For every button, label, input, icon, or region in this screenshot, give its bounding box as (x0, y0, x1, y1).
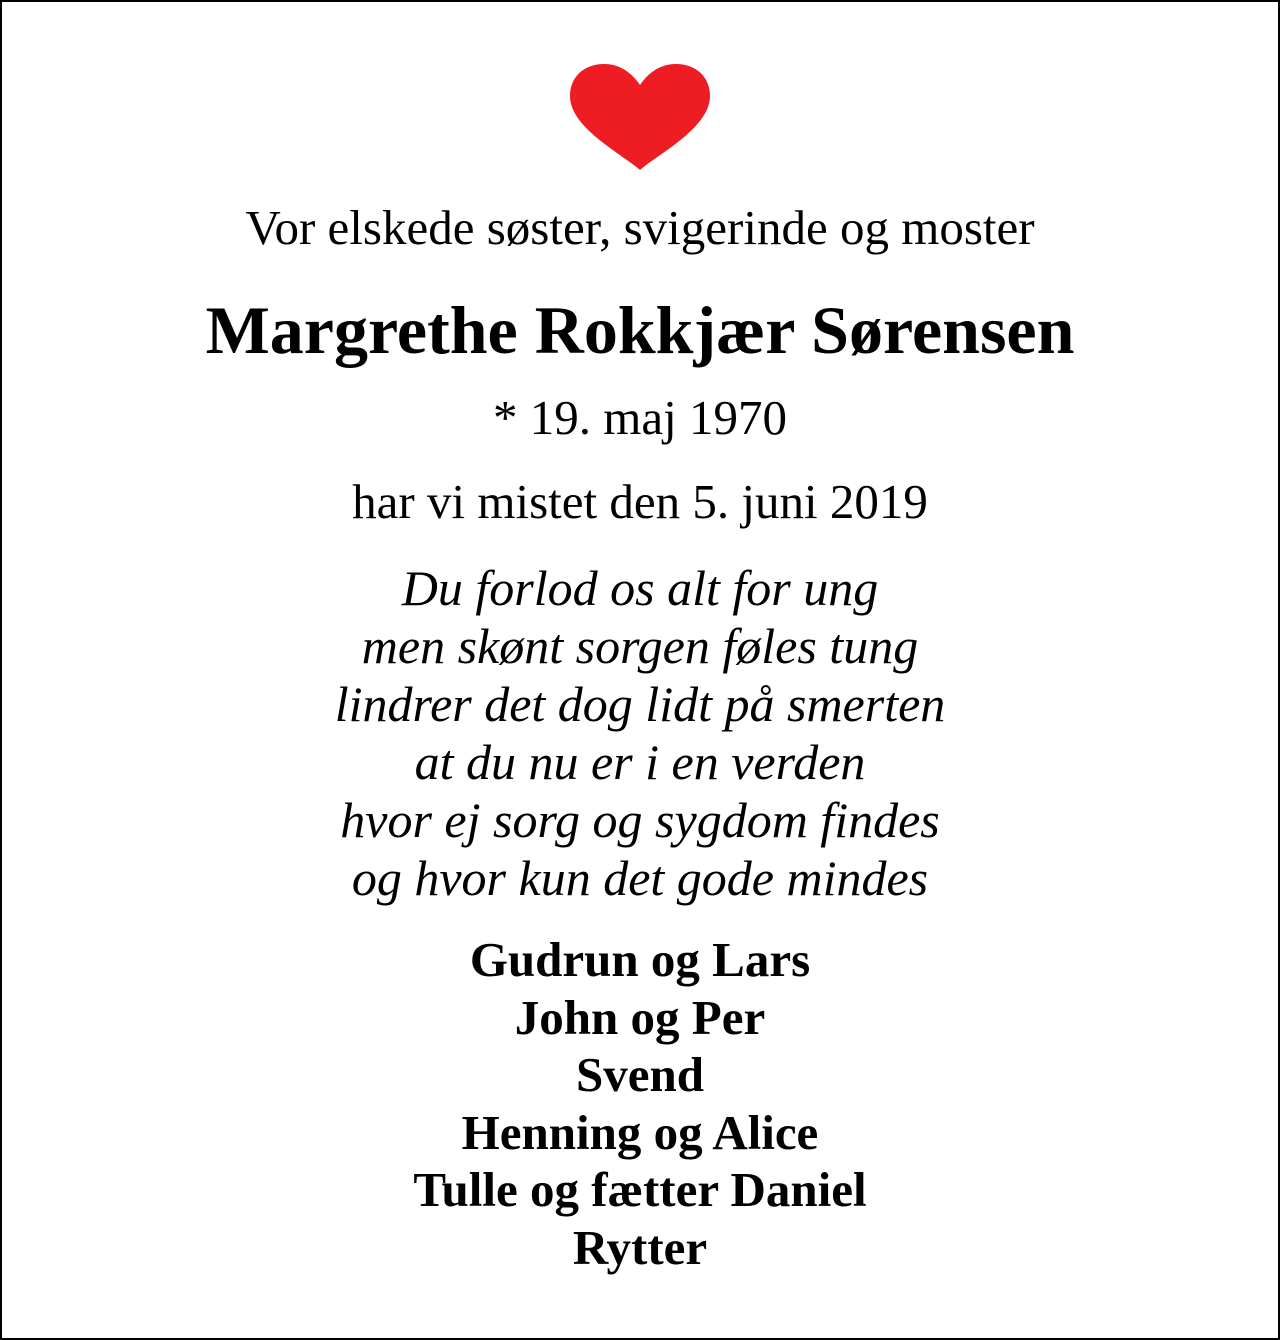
heart-icon (568, 64, 712, 172)
signer-line: Henning og Alice (461, 1104, 819, 1160)
verse-line: at du nu er i en verden (414, 734, 866, 790)
deceased-name: Margrethe Rokkjær Sørensen (205, 292, 1075, 368)
death-date: har vi mistet den 5. juni 2019 (352, 474, 928, 529)
heart-symbol (2, 64, 1278, 172)
signatories (2, 931, 1278, 1277)
signer-line: John og Per (514, 989, 766, 1045)
heart-shape (570, 64, 710, 170)
verse-line: og hvor kun det gode mindes (351, 850, 929, 906)
verse-line: men skønt sorgen føles tung (361, 618, 919, 674)
memorial-verse (2, 559, 1278, 907)
verse-line: Du forlod os alt for ung (401, 560, 879, 616)
signer-line: Svend (575, 1047, 704, 1103)
intro-line: Vor elskede søster, svigerinde og moster (245, 200, 1035, 255)
verse-line: lindrer det dog lidt på smerten (334, 676, 946, 732)
verse-line: hvor ej sorg og sygdom findes (340, 792, 940, 848)
signer-line: Tulle og fætter Daniel (413, 1162, 867, 1218)
birth-date: * 19. maj 1970 (493, 390, 787, 445)
signer-line: Gudrun og Lars (469, 932, 811, 987)
signer-line: Rytter (572, 1219, 708, 1275)
